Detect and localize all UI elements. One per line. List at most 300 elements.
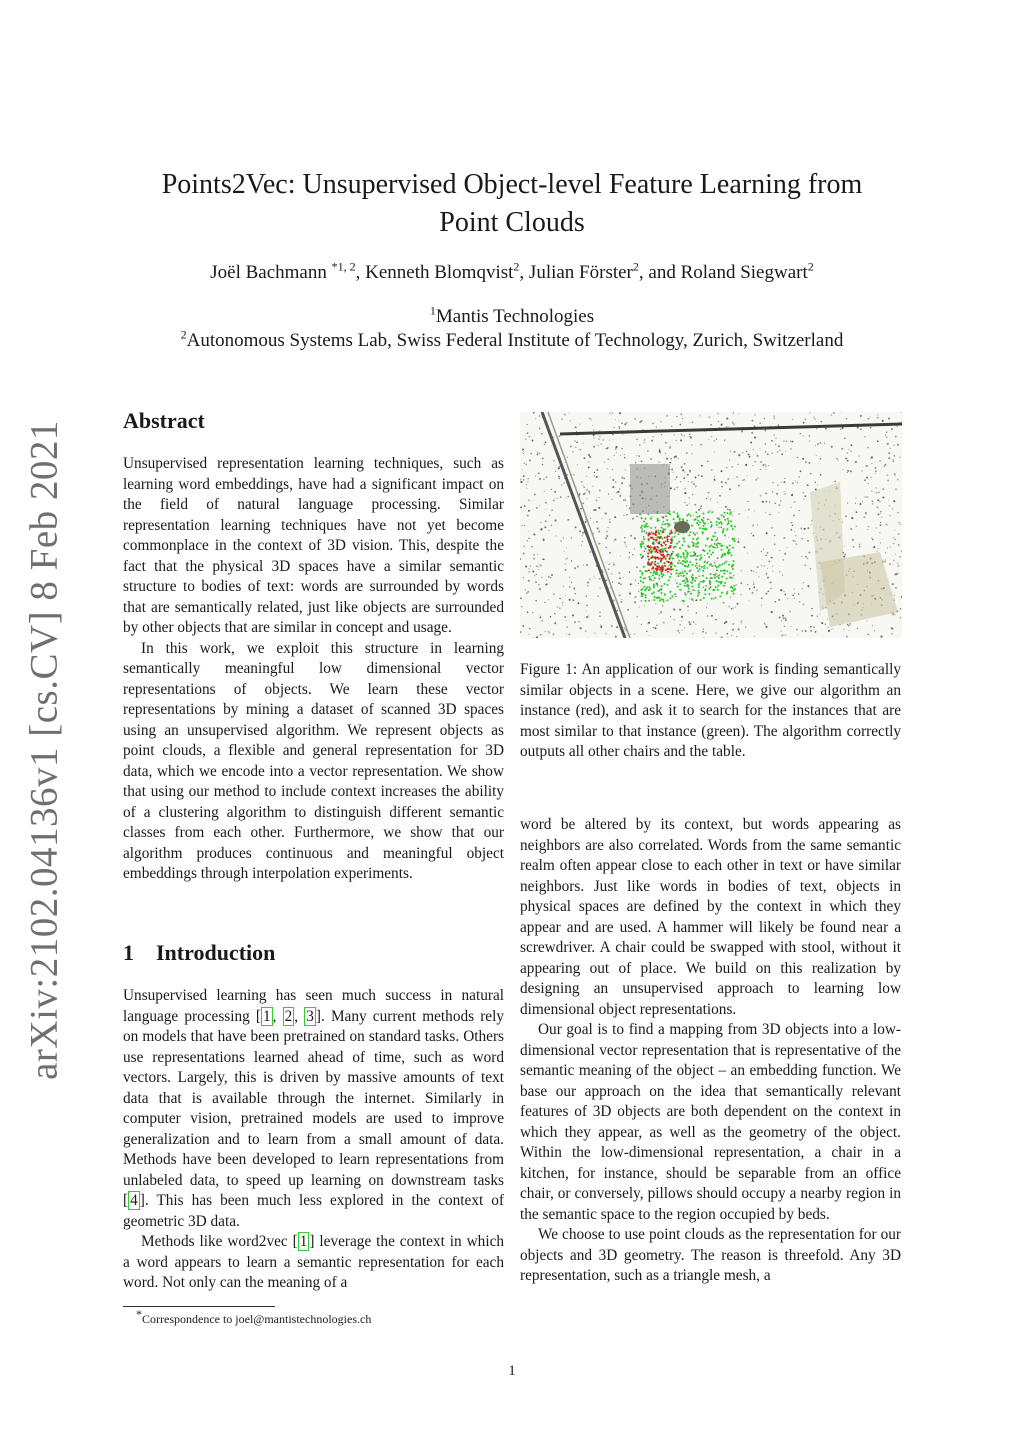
scene-point [582,532,584,534]
scene-point [840,429,841,430]
similar-instance-point [730,511,732,513]
scene-point [703,637,704,638]
scene-point [639,421,640,422]
scene-point [689,503,690,504]
scene-point [893,460,894,461]
similar-instance-point [711,524,713,526]
scene-point [762,464,764,466]
scene-point [842,469,843,470]
similar-instance-point [667,512,669,514]
similar-instance-point [668,579,670,581]
scene-point [607,447,609,449]
similar-instance-point [667,599,669,601]
scene-point [608,568,610,570]
scene-point [875,470,877,472]
scene-point [582,541,584,543]
scene-point [716,439,717,440]
similar-instance-point [726,570,728,572]
scene-point [676,476,678,478]
query-instance-point [648,546,650,548]
scene-point [701,465,703,467]
scene-point [593,475,595,477]
scene-point [783,591,784,592]
scene-point [847,470,849,472]
intro-text: ]. This has been much less explored in the context of geometric 3D data. [123,1192,504,1230]
scene-point [538,569,539,570]
scene-point [583,485,584,486]
similar-instance-point [691,586,693,588]
similar-instance-point [696,538,698,540]
similar-instance-point [690,531,692,533]
scene-point [615,448,617,450]
scene-point [810,524,811,525]
scene-point [793,588,794,589]
scene-point [676,582,678,584]
scene-point [624,423,626,425]
scene-point [520,558,521,560]
query-instance-point [660,554,662,556]
query-instance-point [667,554,669,556]
scene-point [871,456,873,458]
scene-point [895,436,897,438]
similar-instance-point [678,533,680,535]
scene-point [692,600,693,601]
footnote-marker: * [136,1307,142,1321]
scene-point [748,517,749,518]
similar-instance-point [688,513,690,515]
window-patch [630,464,670,514]
similar-instance-point [691,582,693,584]
scene-point [523,577,525,579]
similar-instance-point [645,596,647,598]
similar-instance-point [691,598,693,600]
affiliation-2-text: Autonomous Systems Lab, Swiss Federal Institute of Technology, Zurich, Switzerland [186,330,844,351]
scene-point [765,512,766,513]
scene-point [653,580,655,582]
scene-point [619,495,621,497]
scene-point [624,454,625,455]
similar-instance-point [658,520,660,522]
scene-point [808,586,809,587]
scene-point [733,511,734,512]
scene-point [538,564,539,565]
scene-point [643,536,645,538]
scene-point [679,424,681,426]
scene-point [752,535,754,537]
scene-point [606,562,607,563]
similar-instance-point [654,527,656,529]
similar-instance-point [698,586,700,588]
scene-point [778,445,779,446]
similar-instance-point [724,562,726,564]
scene-point [847,452,848,453]
similar-instance-point [696,567,698,569]
scene-point [703,586,705,588]
scene-point [632,518,634,520]
scene-point [643,550,645,552]
scene-point [641,600,643,602]
similar-instance-point [672,558,674,560]
similar-instance-point [701,519,703,521]
scene-point [699,415,700,416]
scene-point [708,416,710,418]
similar-instance-point [702,581,704,583]
author-2-affil: 2 [513,259,520,274]
scene-point [682,418,683,419]
scene-point [850,470,852,472]
scene-point [636,616,637,617]
similar-instance-point [640,580,642,582]
scene-point [879,532,880,533]
scene-point [732,629,734,631]
similar-instance-point [640,554,642,556]
scene-point [573,587,575,589]
query-instance-point [656,546,658,548]
scene-point [647,623,648,624]
scene-point [605,579,607,581]
query-instance-point [661,558,663,560]
similar-instance-point [683,575,685,577]
similar-instance-point [641,572,643,574]
scene-point [759,449,760,450]
similar-instance-point [724,535,726,537]
scene-point [876,506,878,508]
scene-point [671,468,673,470]
similar-instance-point [687,584,689,586]
scene-point [662,517,664,519]
scene-point [559,598,560,599]
scene-point [877,499,879,501]
scene-point [535,600,537,602]
scene-point [646,631,648,633]
scene-point [609,439,610,440]
scene-point [684,604,685,605]
scene-point [550,616,551,617]
query-instance-point [654,564,656,566]
scene-point [590,518,591,519]
scene-point [651,516,653,518]
similar-instance-point [680,556,682,558]
scene-point [830,414,832,416]
scene-point [729,488,731,490]
scene-point [669,462,670,463]
citation-link[interactable]: 4 [130,1192,138,1209]
scene-point [706,607,707,608]
scene-point [700,444,701,445]
similar-instance-point [731,554,733,556]
similar-instance-point [719,564,721,566]
scene-point [681,616,683,618]
query-instance-point [647,538,649,540]
scene-point [887,474,889,476]
similar-instance-point [679,583,681,585]
citation-link[interactable]: 2 [284,1007,293,1025]
similar-instance-point [711,577,713,579]
scene-point [759,422,760,423]
scene-point [893,537,894,538]
scene-point [592,425,593,426]
query-instance-point [655,531,657,533]
query-instance-point [665,558,667,560]
scene-point [616,626,618,628]
scene-point [520,478,522,480]
scene-point [785,635,787,637]
scene-point [737,603,739,605]
scene-point [713,574,714,575]
scene-point [815,482,816,483]
scene-point [707,567,709,569]
scene-point [587,585,588,586]
similar-instance-point [658,531,660,533]
scene-point [717,502,718,503]
scene-point [687,474,689,476]
similar-instance-point [690,555,692,557]
scene-point [657,529,659,531]
scene-point [666,458,668,460]
scene-point [524,505,526,507]
scene-point [747,501,748,502]
scene-point [559,477,561,479]
scene-point [629,571,631,573]
scene-point [590,419,592,421]
similar-instance-point [712,589,714,591]
similar-instance-point [702,570,704,572]
scene-point [588,466,590,468]
similar-instance-point [643,538,645,540]
scene-point [754,636,755,637]
scene-point [612,469,613,470]
scene-point [659,449,660,450]
similar-instance-point [699,515,701,517]
scene-point [762,559,763,560]
citation-link[interactable]: 1 [299,1233,308,1250]
scene-point [803,435,804,436]
scene-point [728,426,729,427]
scene-point [885,524,887,526]
similar-instance-point [653,599,655,601]
similar-instance-point [692,564,694,566]
similar-instance-point [651,531,653,533]
scene-point [751,570,753,572]
scene-point [553,500,555,502]
scene-point [704,555,705,556]
query-instance-point [663,562,665,564]
scene-point [807,484,809,486]
scene-point [569,576,571,578]
scene-point [777,451,779,453]
scene-point [771,557,773,559]
scene-point [550,577,551,578]
scene-point [752,420,754,422]
query-instance-point [661,570,663,572]
scene-point [765,469,766,470]
similar-instance-point [731,526,733,528]
scene-point [527,481,528,482]
scene-point [620,455,621,456]
scene-point [605,537,607,539]
scene-point [629,465,630,466]
scene-point [784,494,785,495]
scene-point [719,495,721,497]
similar-instance-point [722,545,724,547]
scene-point [766,532,768,534]
scene-point [749,588,751,590]
scene-point [565,497,566,498]
citation-link[interactable]: 3 [306,1007,314,1025]
scene-point [523,451,524,452]
scene-point [583,493,585,495]
similar-instance-point [664,583,666,585]
scene-point [774,418,776,420]
scene-point [714,451,715,452]
query-instance-point [658,558,660,560]
similar-instance-point [714,565,716,567]
similar-instance-point [676,513,678,515]
scene-point [529,628,531,630]
similar-instance-point [729,572,731,574]
similar-instance-point [659,589,661,591]
scene-point [772,571,773,572]
scene-point [779,617,781,619]
similar-instance-point [660,527,662,529]
citation-link[interactable]: 1 [263,1007,271,1025]
scene-point [739,457,740,458]
scene-point [825,624,826,625]
similar-instance-point [658,578,660,580]
similar-instance-point [726,547,728,549]
scene-point [589,456,591,458]
scene-point [595,509,597,511]
scene-point [794,592,796,594]
scene-point [728,606,730,608]
scene-point [608,493,609,494]
scene-point [577,566,579,568]
scene-point [893,543,894,544]
introduction-heading: 1 Introduction [123,940,276,965]
scene-point [655,627,657,629]
scene-point [894,595,895,596]
author-3: , Julian Förster [519,262,633,283]
scene-point [530,565,531,566]
scene-point [863,516,865,518]
scene-point [815,631,817,633]
affiliation-2 [100,327,924,352]
scene-point [590,551,591,552]
scene-point [732,623,734,625]
scene-point [832,628,833,629]
scene-point [688,481,689,482]
scene-point [797,482,798,483]
scene-point [653,436,654,437]
scene-point [532,440,534,442]
scene-point [771,440,773,442]
similar-instance-point [716,566,718,568]
scene-point [740,622,742,624]
scene-point [819,614,820,615]
similar-instance-point [700,599,702,601]
similar-instance-point [641,525,643,527]
similar-instance-point [648,600,650,602]
similar-instance-point [641,588,643,590]
scene-point [782,559,784,561]
scene-point [625,499,626,500]
scene-point [696,532,698,534]
scene-point [558,476,560,478]
scene-point [765,626,767,628]
scene-point [709,584,711,586]
scene-point [525,439,526,440]
affiliation-1-marker: 1 [429,303,436,318]
scene-point [520,631,521,633]
scene-point [684,592,686,594]
similar-instance-point [704,561,706,563]
scene-point [523,453,524,454]
scene-point [817,615,819,617]
scene-point [581,534,583,536]
scene-point [707,603,708,604]
scene-point [691,444,693,446]
query-instance-point [671,553,673,555]
wall-corner-line [542,412,625,638]
scene-point [726,467,728,469]
similar-instance-point [727,528,729,530]
similar-instance-point [676,543,678,545]
scene-point [675,579,676,580]
scene-point [765,555,767,557]
scene-point [779,550,780,551]
scene-point [836,458,838,460]
scene-point [528,634,529,635]
query-instance-point [648,534,650,536]
scene-point [783,537,785,539]
similar-instance-point [677,515,679,517]
scene-point [897,444,899,446]
scene-point [746,475,747,476]
scene-point [653,627,654,628]
scene-point [686,504,687,505]
scene-point [889,563,891,565]
scene-point [779,450,780,451]
scene-point [772,491,773,492]
scene-point [799,601,801,603]
similar-instance-point [712,552,714,554]
similar-instance-point [716,539,718,541]
similar-instance-point [717,518,719,520]
scene-point [898,522,899,523]
scene-point [703,629,704,630]
similar-instance-point [733,593,735,595]
similar-instance-point [693,551,695,553]
scene-point [867,418,869,420]
scene-point [810,568,812,570]
scene-point [562,604,563,605]
scene-point [629,593,631,595]
scene-point [842,522,843,523]
similar-instance-point [711,539,713,541]
scene-point [526,488,527,489]
similar-instance-point [718,574,720,576]
similar-instance-point [720,582,722,584]
scene-point [560,496,562,498]
scene-point [539,428,541,430]
scene-point [638,591,640,593]
scene-point [524,525,525,526]
scene-point [808,462,810,464]
scene-point [901,596,902,598]
similar-instance-point [684,571,686,573]
similar-instance-point [688,534,690,536]
scene-point [886,437,888,439]
